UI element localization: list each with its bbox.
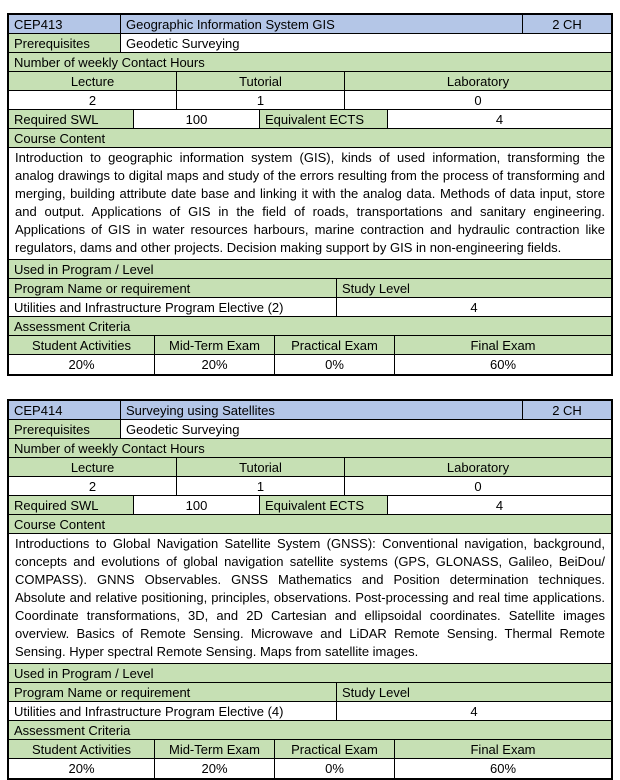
hours-type-row: [9, 458, 611, 477]
assessment-criteria-label: Assessment Criteria: [9, 317, 611, 336]
student-activities-label: Student Activities: [9, 336, 155, 355]
mid-term-exam-value: 20%: [155, 355, 275, 374]
practical-exam-label: Practical Exam: [275, 740, 395, 759]
assessment-value-row: [9, 759, 611, 778]
equivalent-ects-value: 4: [388, 496, 611, 515]
student-activities-value: 20%: [9, 759, 155, 778]
equivalent-ects-label: Equivalent ECTS: [260, 110, 388, 129]
required-swl-value: 100: [134, 110, 260, 129]
assessment-header-row: [9, 317, 611, 336]
lecture-hours: 2: [9, 477, 177, 496]
credit-hours: 2 CH: [523, 15, 611, 34]
laboratory-label: Laboratory: [345, 72, 611, 91]
course-content-row: [9, 148, 611, 260]
assessment-criteria-label: Assessment Criteria: [9, 721, 611, 740]
program-header-row: [9, 683, 611, 702]
course-table-cep414: [7, 399, 613, 780]
contact-hours-label: Number of weekly Contact Hours: [9, 53, 611, 72]
prerequisites-value: Geodetic Surveying: [121, 34, 611, 53]
course-code: CEP413: [9, 15, 121, 34]
tutorial-hours: 1: [177, 477, 345, 496]
assessment-type-row: [9, 336, 611, 355]
course-content-row: [9, 534, 611, 664]
program-name-label: Program Name or requirement: [9, 279, 337, 298]
study-level-value: 4: [337, 298, 611, 317]
tutorial-label: Tutorial: [177, 458, 345, 477]
course-content-header-row: [9, 129, 611, 148]
final-exam-value: 60%: [489, 357, 517, 372]
used-in-program-row: [9, 260, 611, 279]
required-swl-value: 100: [134, 496, 260, 515]
prerequisites-label: Prerequisites: [9, 420, 121, 439]
mid-term-exam-value: 20%: [155, 759, 275, 778]
final-exam-label: Final Exam: [395, 336, 611, 355]
mid-term-exam-label: Mid-Term Exam: [155, 336, 275, 355]
program-value-row: [9, 298, 611, 317]
hours-type-row: [9, 72, 611, 91]
course-header-row: [9, 15, 611, 34]
student-activities-label: Student Activities: [9, 740, 155, 759]
swl-ects-row: [9, 110, 611, 129]
study-level-label: Study Level: [337, 683, 611, 702]
program-header-row: [9, 279, 611, 298]
study-level-label: Study Level: [337, 279, 611, 298]
course-content-label: Course Content: [9, 129, 611, 148]
course-title: Geographic Information System GIS: [121, 15, 523, 34]
hours-value-row: [9, 477, 611, 496]
practical-exam-value: 0%: [275, 759, 395, 778]
hours-value-row: [9, 91, 611, 110]
required-swl-label: Required SWL: [9, 110, 134, 129]
laboratory-hours: 0: [345, 91, 611, 110]
tutorial-hours: 1: [177, 91, 345, 110]
course-content-text: Introductions to Global Navigation Satellite System (GNSS): Conventional navigation, background, concepts and evolutions of global navigation satellite systems (GPS, GLONASS, Galileo, BeiDou/ COMPASS). GNNS Observables. GNSS Mathematics and Position determination techniques. Absolute and relative positioning, principles, observations. Post-processing and real time applications. Coordinate transformations, 3D, and 2D Cartesian and ellipsoidal coordinates. Satellite images overview. Basics of Remote Sensing. Microwave and LiDAR Remote Sensing. Thermal Remote Sensing. Hyper spectral Remote Sensing. Maps from satellite images.: [9, 534, 611, 664]
assessment-type-row: [9, 740, 611, 759]
assessment-value-row: [9, 355, 611, 374]
tutorial-label: Tutorial: [177, 72, 345, 91]
laboratory-hours: 0: [345, 477, 611, 496]
program-name-label: Program Name or requirement: [9, 683, 337, 702]
practical-exam-label: Practical Exam: [275, 336, 395, 355]
contact-hours-header-row: [9, 439, 611, 458]
course-content-header-row: [9, 515, 611, 534]
prerequisites-row: [9, 420, 611, 439]
study-level-value: 4: [337, 702, 611, 721]
course-code: CEP414: [9, 401, 121, 420]
final-exam-value: 60%: [489, 761, 517, 776]
required-swl-label: Required SWL: [9, 496, 134, 515]
lecture-label: Lecture: [9, 458, 177, 477]
contact-hours-label: Number of weekly Contact Hours: [9, 439, 611, 458]
lecture-hours: 2: [9, 91, 177, 110]
equivalent-ects-value: 4: [388, 110, 611, 129]
used-in-program-row: [9, 664, 611, 683]
course-table-cep413: [7, 13, 613, 376]
program-value-row: [9, 702, 611, 721]
student-activities-value: 20%: [9, 355, 155, 374]
prerequisites-label: Prerequisites: [9, 34, 121, 53]
credit-hours: 2 CH: [523, 401, 611, 420]
mid-term-exam-label: Mid-Term Exam: [155, 740, 275, 759]
lecture-label: Lecture: [9, 72, 177, 91]
course-content-label: Course Content: [9, 515, 611, 534]
program-name-value: Utilities and Infrastructure Program Elective (2): [9, 298, 337, 317]
assessment-header-row: [9, 721, 611, 740]
swl-ects-row: [9, 496, 611, 515]
equivalent-ects-label: Equivalent ECTS: [260, 496, 388, 515]
course-header-row: [9, 401, 611, 420]
prerequisites-value: Geodetic Surveying: [121, 420, 611, 439]
laboratory-label: Laboratory: [345, 458, 611, 477]
practical-exam-value: 0%: [275, 355, 395, 374]
used-in-program-label: Used in Program / Level: [9, 260, 611, 279]
final-exam-label: Final Exam: [395, 740, 611, 759]
prerequisites-row: [9, 34, 611, 53]
contact-hours-header-row: [9, 53, 611, 72]
course-content-text: Introduction to geographic information system (GIS), kinds of used information, transforming the analog drawings to digital maps and study of the errors resulting from the process of transforming and merging, building attribute date base and linking it with the analog data. Methods of data input, store and output. Applications of GIS in the field of roads, transportations and sanitary engineering. Applications of GIS in water resources harbours, marine contraction and hydraulic contraction like regulators, dams and other projects. Decision making support by GIS in non-engineering fields.: [9, 148, 611, 260]
used-in-program-label: Used in Program / Level: [9, 664, 611, 683]
program-name-value: Utilities and Infrastructure Program Elective (4): [9, 702, 337, 721]
course-title: Surveying using Satellites: [121, 401, 523, 420]
